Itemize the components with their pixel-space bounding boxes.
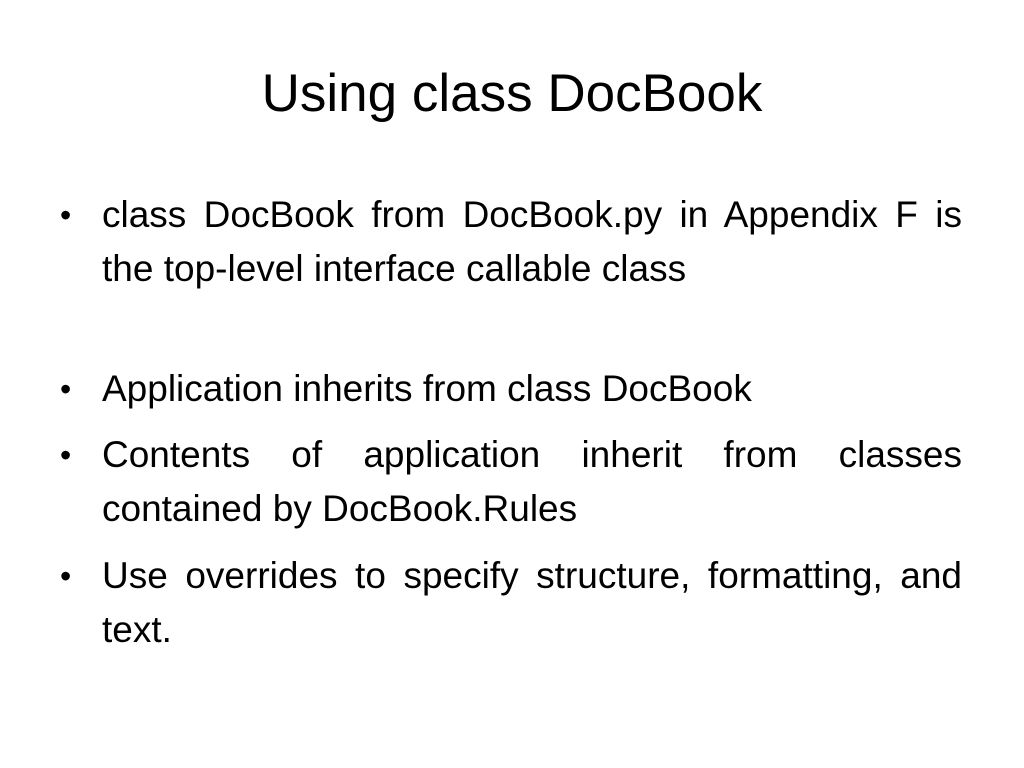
bullet-marker: • (60, 437, 72, 473)
bullet-text: Use overrides to specify structure, formatting, and text. (102, 555, 962, 650)
bullet-marker: • (60, 197, 72, 233)
bullet-text: Application inherits from class DocBook (102, 368, 752, 409)
bullet-marker: • (60, 371, 72, 407)
bullet-text: class DocBook from DocBook.py in Appendix F is the top-level interface callable class (102, 194, 962, 289)
bullet-text: Contents of application inherit from classes contained by DocBook.Rules (102, 434, 962, 529)
slide-title: Using class DocBook (261, 64, 763, 123)
bullet-marker: • (60, 558, 72, 594)
